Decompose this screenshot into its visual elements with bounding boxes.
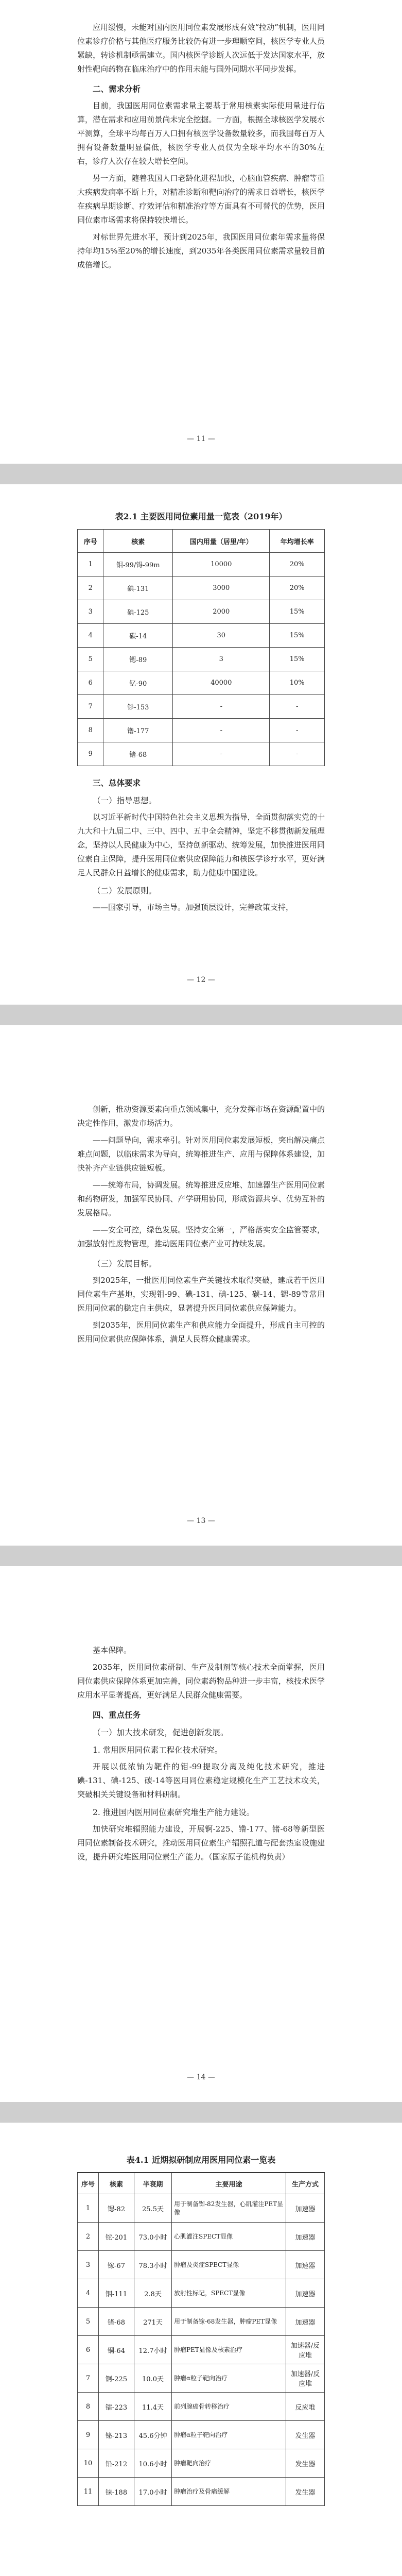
paragraph: 对标世界先进水平，预计到2025年，我国医用同位素年需求量将保持年均15%至20%的增长速度，到2035年各类医用同位素需求量较目前成倍增长。 [77, 232, 325, 269]
table-cell: - [270, 695, 325, 719]
table-cell: 30 [173, 624, 270, 648]
column-header: 序号 [78, 2173, 99, 2194]
table-cell: 45.6分钟 [134, 2421, 172, 2449]
paragraph: ——问题导向，需求牵引。针对医用同位素发展短板，突出解决痛点难点问题，以临床需求为导向，统筹推进生产、应用与保障体系建设，加快补齐产业链供应链短板。 [77, 1136, 325, 1173]
paragraph: 以习近平新时代中国特色社会主义思想为指导，全面贯彻落实党的十九大和十九届二中、三中、四中、五中全会精神，坚定不移贯彻新发展理念，坚持以人民健康为中心，坚持创新驱动、统筹发展，加快推进医用同位素自主保障，提升医用同位素供应保障能力和核医学诊疗水平，更好满足人民群众日益增长的健康需求，助力健康中国建设。 [77, 812, 325, 877]
table-cell: 15% [270, 648, 325, 671]
table-cell: 肿瘤靶向治疗 [172, 2449, 286, 2478]
table-cell: 15% [270, 600, 325, 624]
table-row [78, 2478, 325, 2506]
table-row [78, 719, 325, 742]
section-heading: 三、总体要求 [93, 778, 141, 788]
table-row [78, 2308, 325, 2336]
paragraph: ——统筹布局，协调发展。统筹推进反应堆、加速器生产医用同位素和药物研发，加强军民协同、产学研用协同，形成资源共享、优势互补的发展格局。 [77, 1180, 325, 1217]
column-header: 生产方式 [286, 2173, 325, 2194]
document-page [0, 1025, 402, 1546]
table-cell: 锗-68 [99, 2308, 134, 2336]
table-cell: 7 [78, 695, 103, 719]
table-cell: 10.0天 [134, 2364, 172, 2393]
paragraph: 到2035年，医用同位素生产和供应能力全面提升，形成自主可控的医用同位素供应保障体系，满足人民群众健康需求。 [77, 1320, 325, 1344]
table-row [78, 2279, 325, 2308]
table-row [78, 624, 325, 648]
table-cell: 锶-82 [99, 2194, 134, 2223]
subsection-heading: （一）指导思想。 [93, 796, 157, 805]
table-cell: 12.7小时 [134, 2336, 172, 2364]
table-cell: 加速器 [286, 2223, 325, 2251]
table-cell: 用于制备铷-82发生器，心肌灌注PET显像 [172, 2194, 286, 2223]
page-number: — 14 — [187, 2073, 215, 2081]
isotope-plan-table [77, 2173, 325, 2506]
table-cell: - [270, 719, 325, 742]
table-cell: 镭-223 [99, 2393, 134, 2421]
table-cell: 发生器 [286, 2449, 325, 2478]
document-page [0, 484, 402, 1005]
page-number: — 13 — [187, 1517, 215, 1525]
paragraph: 2035年，医用同位素研制、生产及制剂等核心技术全面掌握，医用同位素供应保障体系更加完善，同位素药物品种进一步丰富，核技术医学应用水平显著提高，更好满足人民群众健康需要。 [77, 1663, 325, 1700]
table-cell: 钐-153 [103, 695, 173, 719]
table-header-row [78, 530, 325, 553]
table-cell: 用于制备镓-68发生器，肿瘤PET显像 [172, 2308, 286, 2336]
table-cell: 锕-225 [99, 2364, 134, 2393]
table-cell: 铜-64 [99, 2336, 134, 2364]
column-header: 年均增长率 [270, 530, 325, 553]
table-cell: 前列腺癌骨转移治疗 [172, 2393, 286, 2421]
table-cell: 271天 [134, 2308, 172, 2336]
table-cell: 1 [78, 553, 103, 577]
table-cell: 锗-68 [103, 742, 173, 766]
table-cell: 加速器 [286, 2279, 325, 2308]
table-cell: 肿瘤及炎症SPECT显像 [172, 2251, 286, 2279]
table-cell: 4 [78, 2279, 99, 2308]
table-cell: 加速器/反应堆 [286, 2336, 325, 2364]
table-cell: 铼-188 [99, 2478, 134, 2506]
table-cell: 1 [78, 2194, 99, 2223]
table-cell: 加速器 [286, 2308, 325, 2336]
table-cell: 镓-67 [99, 2251, 134, 2279]
table-cell: 9 [78, 2421, 99, 2449]
table-cell: 放射性标记，SPECT显像 [172, 2279, 286, 2308]
table-cell: 10 [78, 2449, 99, 2478]
table-top-rule [77, 2172, 325, 2173]
table-cell: 锶-89 [103, 648, 173, 671]
table-cell: 11 [78, 2478, 99, 2506]
table-cell: 钇-90 [103, 671, 173, 695]
document-page [0, 0, 402, 464]
section-heading: 四、重点任务 [93, 1710, 141, 1720]
paragraph: 应用缓慢，未能对国内医用同位素发展形成有效“拉动”机制，医用同位素诊疗价格与其他医疗服务比较仍有进一步理顺空间，核医学专业人员紧缺，转诊机制亟需建立。国内核医学诊断人次远低于发达国家水平，放射性靶向药物在临床治疗中的作用未能与国外同期水平同步发挥。 [77, 23, 325, 74]
table-header-row [78, 2173, 325, 2194]
subsection-heading: （二）发展原则。 [93, 886, 157, 895]
table-cell: 5 [78, 648, 103, 671]
table-cell: 20% [270, 577, 325, 600]
table-row [78, 671, 325, 695]
table-row [78, 577, 325, 600]
table-row [78, 2194, 325, 2223]
table-caption: 表2.1 主要医用同位素用量一览表（2019年） [115, 512, 287, 521]
table-cell: 2 [78, 577, 103, 600]
subsection-heading: （三）发展目标。 [93, 1259, 157, 1268]
table-cell: 11.4天 [134, 2393, 172, 2421]
paragraph: 目前，我国医用同位素需求量主要基于常用核素实际使用量进行估算，潜在需求和应用前景尚未完全挖掘。一方面，根据全球核医学发展水平测算，全球平均每百万人口拥有核医学设备数量较多，而我国每百万人拥有设备数量明显偏低，核医学专业人员仅为全球平均水平的30%左右，诊疗人次存在较大增长空间。 [77, 101, 325, 166]
isotope-usage-table [77, 529, 325, 766]
table-cell: - [173, 719, 270, 742]
table-row [78, 2223, 325, 2251]
table-cell: 4 [78, 624, 103, 648]
column-header: 序号 [78, 530, 103, 553]
column-header: 主要用途 [172, 2173, 286, 2194]
table-row [78, 2393, 325, 2421]
table-cell: 10000 [173, 553, 270, 577]
table-cell: 20% [270, 553, 325, 577]
table-cell: 5 [78, 2308, 99, 2336]
table-cell: 反应堆 [286, 2393, 325, 2421]
table-cell: 铋-213 [99, 2421, 134, 2449]
table-cell: 加速器 [286, 2194, 325, 2223]
table-row [78, 600, 325, 624]
table-cell: 肿瘤α粒子靶向治疗 [172, 2364, 286, 2393]
table-row [78, 2336, 325, 2364]
table-cell: 肿瘤PET显像及核素治疗 [172, 2336, 286, 2364]
table-cell: 25.5天 [134, 2194, 172, 2223]
table-cell: 发生器 [286, 2421, 325, 2449]
paragraph: 到2025年，一批医用同位素生产关键技术取得突破，建成若干医用同位素生产基地，实现钼-99、碘-131、碘-125、碳-14、锶-89等常用医用同位素的稳定自主供应，显著提升医用同位素供应保障能力。 [77, 1276, 325, 1313]
section-heading: 二、需求分析 [93, 84, 141, 94]
paragraph: ——安全可控，绿色发展。坚持安全第一，严格落实安全监管要求，加强放射性废物管理，推动医用同位素产业可持续发展。 [77, 1225, 325, 1248]
table-row [78, 2449, 325, 2478]
table-cell: 73.0小时 [134, 2223, 172, 2251]
table-cell: 10% [270, 671, 325, 695]
paragraph: 开展以低浓铀为靶件的钼-99提取分离及纯化技术研究，推进碘-131、碘-125、碳-14等医用同位素稳定规模化生产工艺技术攻关，突破相关关键设备和材料研制。 [77, 1762, 325, 1799]
table-cell: 碳-14 [103, 624, 173, 648]
table-cell: 2.8天 [134, 2279, 172, 2308]
table-cell: - [270, 742, 325, 766]
table-cell: 78.3小时 [134, 2251, 172, 2279]
table-cell: 6 [78, 671, 103, 695]
table-row [78, 742, 325, 766]
subsection-heading: 2. 推进国内医用同位素研究堆生产能力建设。 [93, 1808, 255, 1817]
column-header: 核素 [103, 530, 173, 553]
table-row [78, 553, 325, 577]
column-header: 半衰期 [134, 2173, 172, 2194]
subsection-heading: （一）加大技术研发，促进创新发展。 [93, 1728, 229, 1737]
table-cell: 心肌灌注SPECT显像 [172, 2223, 286, 2251]
table-cell: - [173, 695, 270, 719]
table-caption: 表4.1 近期拟研制应用医用同位素一览表 [126, 2155, 276, 2165]
table-cell: 碘-131 [103, 577, 173, 600]
table-cell: 8 [78, 2393, 99, 2421]
paragraph: 另一方面，随着我国人口老龄化进程加快，心脑血管疾病、肿瘤等重大疾病发病率不断上升，对精准诊断和靶向治疗的需求日益增长，核医学在疾病早期诊断、疗效评估和精准治疗等方面具有不可替代的优势，医用同位素市场需求将保持较快增长。 [77, 174, 325, 225]
table-cell: 15% [270, 624, 325, 648]
paragraph: 加快研究堆辐照能力建设，开展锕-225、镥-177、锗-68等新型医用同位素制备技术研究，推动医用同位素生产辐照孔道与配套热室设施建设，提升研究堆医用同位素生产能力。（国家原子能机构负责） [77, 1824, 325, 1861]
table-cell: 10.6小时 [134, 2449, 172, 2478]
paragraph: 基本保障。 [93, 1646, 132, 1655]
table-cell: 铅-212 [99, 2449, 134, 2478]
table-row [78, 695, 325, 719]
page-number: — 11 — [187, 435, 215, 443]
document-page [0, 2123, 402, 2576]
table-row [78, 2421, 325, 2449]
table-row [78, 648, 325, 671]
column-header: 核素 [99, 2173, 134, 2194]
table-row [78, 2364, 325, 2393]
paragraph: 创新，推动资源要素向重点领域集中，充分发挥市场在资源配置中的决定性作用，激发市场活力。 [77, 1105, 325, 1128]
table-cell: 2 [78, 2223, 99, 2251]
document-page [0, 1566, 402, 2102]
table-cell: 发生器 [286, 2478, 325, 2506]
table-cell: 2000 [173, 600, 270, 624]
subsection-heading: 1. 常用医用同位素工程化技术研究。 [93, 1745, 223, 1755]
table-cell: 9 [78, 742, 103, 766]
table-cell: 碘-125 [103, 600, 173, 624]
table-cell: 肿瘤α粒子靶向治疗 [172, 2421, 286, 2449]
table-cell: 钼-99/锝-99m [103, 553, 173, 577]
table-cell: 加速器/反应堆 [286, 2364, 325, 2393]
table-cell: - [173, 742, 270, 766]
table-cell: 铟-111 [99, 2279, 134, 2308]
table-cell: 加速器 [286, 2251, 325, 2279]
table-row [78, 2251, 325, 2279]
table-cell: 7 [78, 2364, 99, 2393]
table-cell: 3000 [173, 577, 270, 600]
table-cell: 3 [173, 648, 270, 671]
table-cell: 镥-177 [103, 719, 173, 742]
table-cell: 肿瘤治疗及骨痛缓解 [172, 2478, 286, 2506]
table-cell: 17.0小时 [134, 2478, 172, 2506]
table-cell: 3 [78, 2251, 99, 2279]
table-cell: 3 [78, 600, 103, 624]
table-cell: 铊-201 [99, 2223, 134, 2251]
table-cell: 6 [78, 2336, 99, 2364]
page-number: — 12 — [187, 976, 215, 984]
paragraph: ——国家引导，市场主导。加强顶层设计，完善政策支持， [93, 903, 294, 912]
table-cell: 8 [78, 719, 103, 742]
column-header: 国内用量（居里/年） [173, 530, 270, 553]
table-cell: 40000 [173, 671, 270, 695]
